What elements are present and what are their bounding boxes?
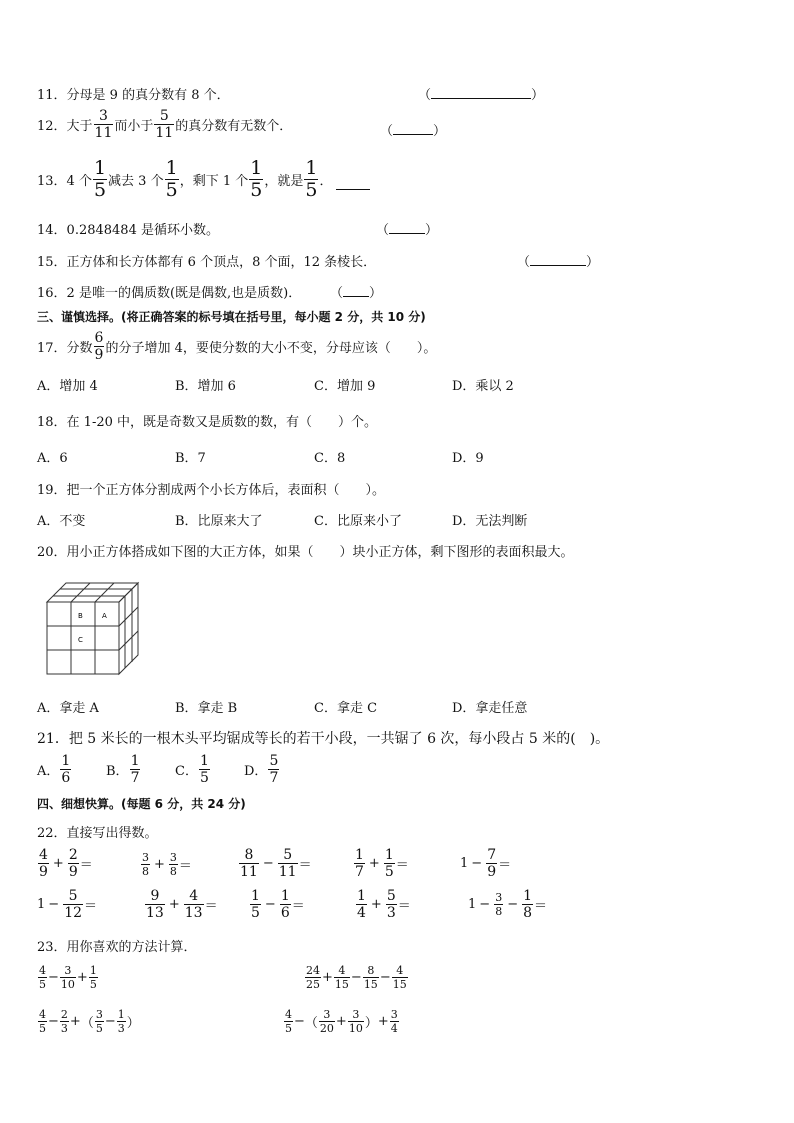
fraction: $\frac{1}{5}$ <box>250 157 263 201</box>
question-text: ． <box>319 174 333 189</box>
question-text: 21．把 5 米长的一根木头平均锯成等长的若干小段，一共锯了 6 次，每小段占 5 米的( )。 <box>37 731 610 747</box>
answer-paren[interactable] <box>418 84 544 103</box>
expression: $\frac{1}{7}$ + $\frac{1}{5}$ ＝ <box>355 847 409 880</box>
cube-label-b: B <box>78 612 83 620</box>
paren-right: ） <box>425 223 439 238</box>
question-12 <box>37 109 292 140</box>
question-text: ，剩下 1 个 <box>179 174 249 189</box>
question-22 <box>37 822 158 841</box>
answer-blank[interactable] <box>336 177 370 190</box>
option-c[interactable]: C． $\frac{1}{5}$ <box>175 753 209 786</box>
question-text: 18．在 1-20 中，既是奇数又是质数的数，有（ ）个。 <box>37 415 378 430</box>
expression: $\frac{3}{8}$ + $\frac{3}{8}$ ＝ <box>142 851 192 878</box>
paren-right: ） <box>586 255 600 270</box>
question-text: 11．分母是 9 的真分数有 8 个． <box>37 88 230 103</box>
question-17 <box>37 331 436 362</box>
option-b[interactable]: B．拿走 B <box>175 701 238 716</box>
fraction: $\frac{1}{6}$ <box>61 753 71 786</box>
question-21 <box>37 728 609 748</box>
question-16 <box>37 282 301 301</box>
question-13 <box>37 159 370 200</box>
question-text: 而小于 <box>114 119 154 134</box>
fraction: $\frac{1}{5}$ <box>93 157 107 201</box>
option-c[interactable]: C．比原来小了 <box>314 514 402 529</box>
question-text: 14．0.2848484 是循环小数。 <box>37 223 219 238</box>
option-b[interactable]: B． $\frac{1}{7}$ <box>106 753 140 786</box>
option-d[interactable]: D．乘以 2 <box>452 379 514 394</box>
expression: 1 − $\frac{3}{8}$ − $\frac{1}{8}$ ＝ <box>468 888 548 921</box>
fraction: $\frac{1}{5}$ <box>199 753 209 786</box>
question-text: 16．2 是唯一的偶质数(既是偶数,也是质数)． <box>37 286 302 301</box>
paren-right: ） <box>531 88 545 103</box>
question-14 <box>37 219 219 238</box>
question-19 <box>37 479 385 498</box>
question-text: 15．正方体和长方体都有 6 个顶点，8 个面，12 条棱长． <box>37 255 377 270</box>
expression: $\frac{1}{4}$ + $\frac{5}{3}$ ＝ <box>357 888 411 921</box>
expression: $\frac{4}{9}$ + $\frac{2}{9}$ ＝ <box>39 847 93 880</box>
paren-left: （ <box>376 223 390 238</box>
fraction: $\frac{5}{7}$ <box>269 753 279 786</box>
expression: $\frac{4}{5}$ − $\frac{2}{3}$ + （ $\frac{3}{5}$ − $\frac{1}{3}$ ） <box>39 1008 140 1035</box>
question-text: 17．分数 <box>37 341 93 356</box>
answer-paren[interactable] <box>517 251 599 270</box>
answer-paren[interactable] <box>330 282 382 301</box>
question-text: 13．4 个 <box>37 174 92 189</box>
paren-left: （ <box>418 88 432 103</box>
answer-blank[interactable] <box>431 86 531 99</box>
option-a[interactable]: A．6 <box>37 451 68 466</box>
expression: $\frac{1}{5}$ − $\frac{1}{6}$ ＝ <box>251 888 305 921</box>
fraction: $\frac{1}{5}$ <box>165 157 178 201</box>
question-text: 20．用小正方体搭成如下图的大正方体，如果（ ）块小正方体，剩下图形的表面积最大。 <box>37 545 574 560</box>
option-d[interactable]: D．9 <box>452 451 484 466</box>
answer-blank[interactable] <box>389 221 425 234</box>
cube-diagram <box>44 580 144 680</box>
fraction: $\frac{1}{5}$ <box>305 157 318 201</box>
option-c[interactable]: C．拿走 C <box>314 701 378 716</box>
expression: $\frac{24}{25}$ + $\frac{4}{15}$ − $\frac{8}{15}$ − $\frac{4}{15}$ <box>306 964 407 991</box>
answer-paren[interactable] <box>376 219 438 238</box>
question-text: ，就是 <box>264 174 304 189</box>
question-11 <box>37 84 230 103</box>
expression: $\frac{4}{5}$ − $\frac{3}{10}$ + $\frac{1}{5}$ <box>39 964 97 991</box>
question-20 <box>37 541 574 560</box>
expression: 1 − $\frac{5}{12}$ ＝ <box>37 888 98 921</box>
option-b[interactable]: B．比原来大了 <box>175 514 263 529</box>
fraction: $\frac{1}{7}$ <box>130 753 140 786</box>
question-text: 23．用你喜欢的方法计算． <box>37 940 197 955</box>
cube-label-c: C <box>78 636 83 644</box>
fraction: $\frac{3}{11}$ <box>94 108 113 141</box>
option-c[interactable]: C．增加 9 <box>314 379 376 394</box>
cube-label-a: A <box>102 612 107 620</box>
fraction: $\frac{5}{11}$ <box>155 108 174 141</box>
option-d[interactable]: D． $\frac{5}{7}$ <box>244 753 279 786</box>
option-b[interactable]: B．7 <box>175 451 206 466</box>
paren-right: ） <box>369 286 383 301</box>
section-heading: 四、细想快算。(每题 6 分，共 24 分) <box>37 797 246 811</box>
fraction: $\frac{6}{9}$ <box>94 330 104 363</box>
section-heading: 三、谨慎选择。(将正确答案的标号填在括号里，每小题 2 分，共 10 分) <box>37 310 426 324</box>
paren-left: （ <box>380 124 394 139</box>
paren-right: ） <box>433 124 447 139</box>
answer-blank[interactable] <box>530 253 586 266</box>
option-b[interactable]: B．增加 6 <box>175 379 236 394</box>
paren-left: （ <box>330 286 344 301</box>
answer-blank[interactable] <box>343 284 369 297</box>
question-15 <box>37 251 376 270</box>
paren-left: （ <box>517 255 531 270</box>
answer-blank[interactable] <box>393 122 433 135</box>
expression: $\frac{9}{13}$ + $\frac{4}{13}$ ＝ <box>146 888 218 921</box>
option-d[interactable]: D．无法判断 <box>452 514 528 529</box>
question-text: 的分子增加 4，要使分数的大小不变，分母应该（ ）。 <box>105 341 437 356</box>
question-18 <box>37 411 377 430</box>
question-text: 22．直接写出得数。 <box>37 826 158 841</box>
question-23 <box>37 936 197 955</box>
option-a[interactable]: A．不变 <box>37 514 86 529</box>
expression: $\frac{8}{11}$ − $\frac{5}{11}$ ＝ <box>240 847 312 880</box>
question-text: 减去 3 个 <box>108 174 164 189</box>
question-text: 19．把一个正方体分割成两个小长方体后，表面积（ ）。 <box>37 483 386 498</box>
option-c[interactable]: C．8 <box>314 451 346 466</box>
option-a[interactable]: A． $\frac{1}{6}$ <box>37 753 71 786</box>
question-text: 12．大于 <box>37 119 93 134</box>
expression: 1 − $\frac{7}{9}$ ＝ <box>460 847 512 880</box>
question-text: 的真分数有无数个． <box>175 119 293 134</box>
option-a[interactable]: A．增加 4 <box>37 379 98 394</box>
option-d[interactable]: D．拿走任意 <box>452 701 528 716</box>
option-a[interactable]: A．拿走 A <box>37 701 99 716</box>
answer-paren[interactable] <box>380 120 446 139</box>
expression: $\frac{4}{5}$ − （ $\frac{3}{20}$ + $\frac{3}{10}$ ） + $\frac{3}{4}$ <box>285 1008 398 1035</box>
